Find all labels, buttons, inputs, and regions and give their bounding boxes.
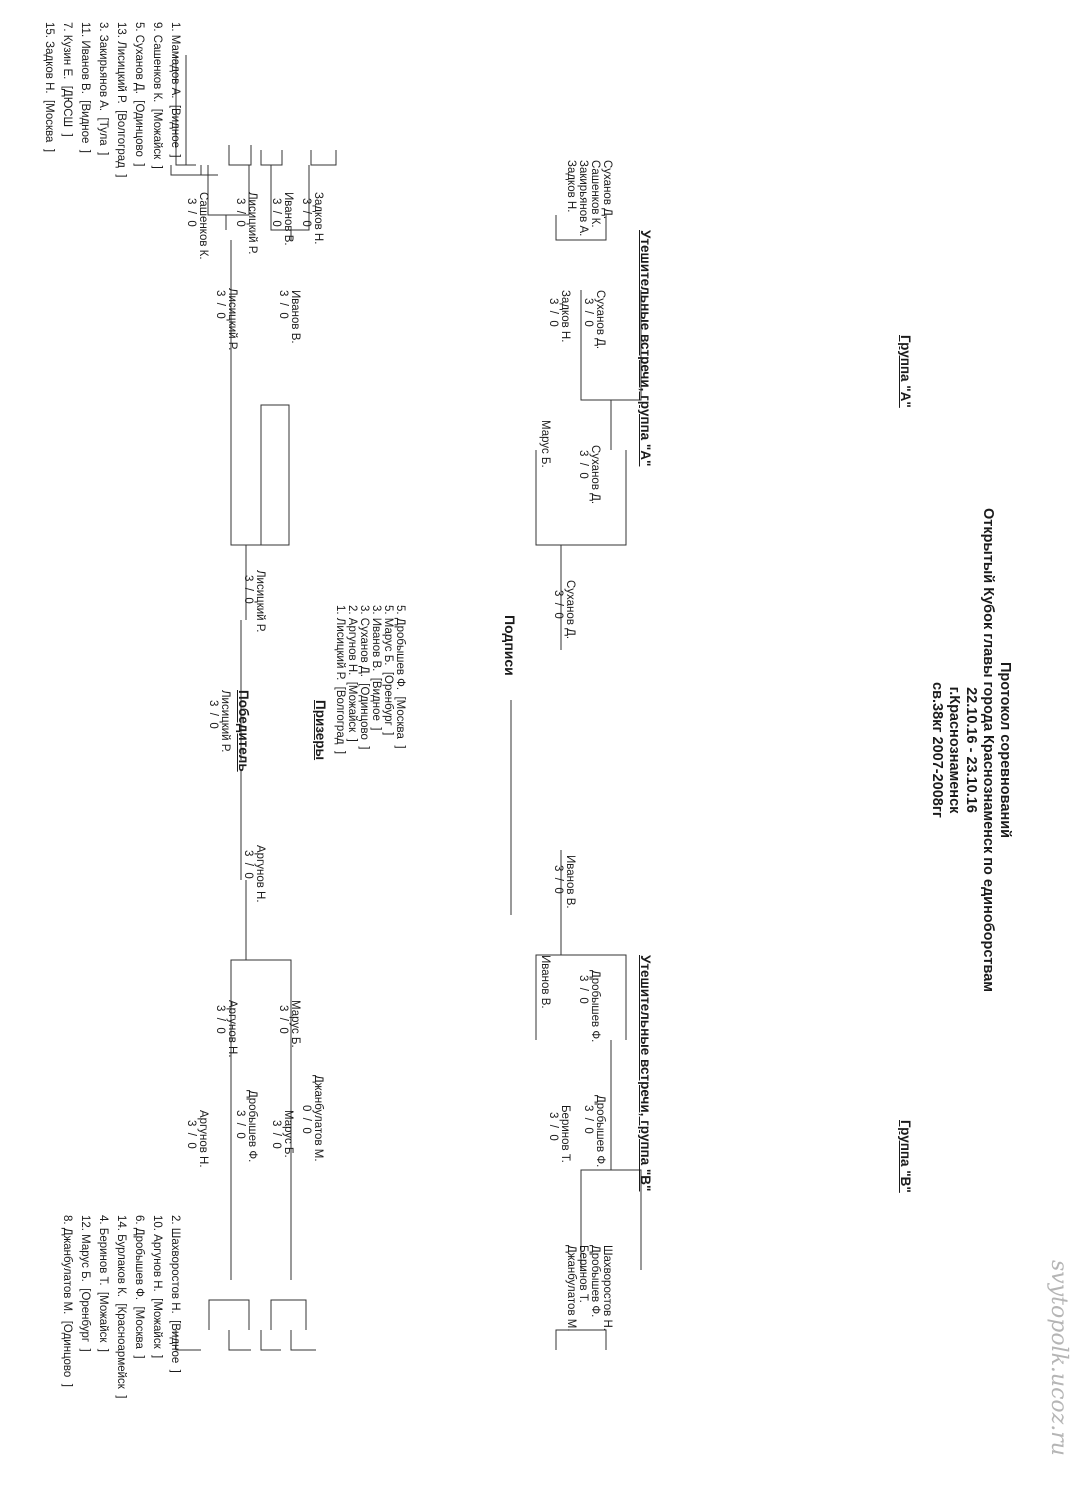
- b-r1-score-4: 0 / 0: [300, 1105, 312, 1134]
- prize-3: 3. Суханов Д. [Одинцово ]: [358, 605, 370, 750]
- a-r2-score-2: 3 / 0: [277, 290, 289, 319]
- a-r2-name-1: Лисицкий Р.: [226, 288, 238, 351]
- cons-b-entrant-4: Джанбулатов М.: [565, 1245, 577, 1332]
- a-final-score: 3 / 0: [242, 575, 254, 604]
- a-r1-name-1: Сашенков К.: [197, 192, 209, 260]
- cons-b-entrant-2: Дробышев Ф.: [589, 1245, 601, 1318]
- a-entrant-7: 7. Кузин Е. [ДЮСШ ]: [61, 22, 73, 137]
- cons-a-final-name: Суханов Д.: [564, 580, 576, 640]
- cons-a-entrant-4: Задков Н.: [565, 160, 577, 213]
- cons-a-r1-name-2: Задков Н.: [559, 290, 571, 343]
- a-entrant-4: 13. Лисицкий Р. [Волгоград ]: [115, 22, 127, 178]
- a-r2-name-2: Иванов В.: [289, 290, 301, 344]
- signatures-label: Подписи: [502, 615, 518, 676]
- cons-b-extra: Иванов В.: [539, 955, 551, 1009]
- a-r1-score-3: 3 / 0: [270, 198, 282, 227]
- a-r1-score-4: 3 / 0: [300, 198, 312, 227]
- b-r1-name-4: Джанбулатов М.: [312, 1075, 324, 1162]
- b-r1-name-2: Дробышев Ф.: [246, 1090, 258, 1163]
- winner-name: Лисицкий Р.: [219, 690, 231, 753]
- b-r1-conn-2: [229, 1330, 251, 1350]
- a-entrant-2: 9. Сашенков К. [Можайск ]: [151, 22, 163, 169]
- protocol-header: [928, 360, 1013, 1140]
- b-r1-name-3: Марус Б.: [282, 1110, 294, 1158]
- b-r2-score-1: 3 / 0: [214, 1005, 226, 1034]
- cons-a-extra: Марус Б.: [539, 420, 551, 468]
- cons-b-entrant-3: Беринов Т.: [577, 1245, 589, 1303]
- b-entrant-7: 8. Джанбулатов М. [Одинцово ]: [61, 1215, 73, 1387]
- a-r1-name-3: Иванов В.: [282, 192, 294, 246]
- a-entrant-6: 11. Иванов В. [Видное ]: [79, 22, 91, 154]
- cons-b-entrant-1: Шахворостов Н.: [601, 1245, 613, 1331]
- cons-b-r2-score: 3 / 0: [577, 975, 589, 1004]
- cons-a-entrant-3: Закирьянов А.: [577, 160, 589, 237]
- a-r1-score-2: 3 / 0: [234, 198, 246, 227]
- cons-a-r1-score-2: 3 / 0: [547, 298, 559, 327]
- b-entrant-6: 12. Марус Б. [Оренбург ]: [79, 1215, 91, 1352]
- cons-a-r1-name-1: Суханов Д.: [594, 290, 606, 350]
- a-r1-name-2: Лисицкий Р.: [246, 192, 258, 255]
- prizes-title: Призеры: [313, 700, 328, 761]
- a-entrant-3: 5. Суханов Д. [Одинцово ]: [133, 22, 145, 167]
- a-r1-conn-b: [229, 145, 251, 165]
- a-r3-box: [231, 240, 289, 545]
- cons-b-r1-name-1: Дробышев Ф.: [594, 1095, 606, 1168]
- cons-a-r2-name: Суханов Д.: [589, 445, 601, 505]
- prize-2: 2. Аргунов Н. [Можайск ]: [346, 605, 358, 742]
- cb-r1-conn-1: [569, 1330, 606, 1350]
- a-entrant-5: 3. Закирьянов А. [Тула ]: [97, 22, 109, 156]
- b-r1-conn-3: [261, 1330, 281, 1350]
- b-r1-score-2: 3 / 0: [234, 1110, 246, 1139]
- a-r1-score-1: 3 / 0: [185, 198, 197, 227]
- cb-r1-conn-2: [556, 1330, 569, 1350]
- group-a-title: Группа "А": [898, 335, 913, 408]
- a-final-name: Лисицкий Р.: [254, 570, 266, 633]
- cons-b-r1-score-2: 3 / 0: [547, 1112, 559, 1141]
- prize-5: 5. Марус Б. [Оренбург ]: [382, 605, 394, 736]
- prize-6: 5. Дробышев Ф. [Москва ]: [394, 605, 406, 749]
- b-r2-name-2: Марус Б.: [289, 1000, 301, 1048]
- cons-b-r2-name: Дробышев Ф.: [589, 970, 601, 1043]
- b-entrant-4: 14. Бурлаков К. [Красноармейск ]: [115, 1215, 127, 1399]
- protocol-subtitle: Открытый Кубок главы города Краснознаменск по единоборствам: [980, 507, 996, 993]
- a-r1-name-4: Задков Н.: [312, 192, 324, 245]
- b-r2-name-1: Аргунов Н.: [226, 1000, 238, 1058]
- cons-a-entrant-2: Сашенков К.: [589, 160, 601, 228]
- a-r1-conn-d: [311, 150, 336, 165]
- winner-title: Победитель: [236, 690, 251, 772]
- b-entrant-3: 6. Дробышев Ф. [Москва ]: [133, 1215, 145, 1359]
- cons-b-title: Утешительные встречи, группа "В": [638, 955, 653, 1192]
- ca-r1-conn-2: [556, 215, 569, 240]
- prize-4: 3. Иванов В. [Видное ]: [370, 605, 382, 731]
- protocol-title: Протокол соревнований: [997, 661, 1013, 839]
- b-r1-score-1: 3 / 0: [185, 1120, 197, 1149]
- cons-a-r1-score-1: 3 / 0: [582, 298, 594, 327]
- group-b-title: Группа "В": [898, 1120, 913, 1193]
- a-r2-score-1: 3 / 0: [214, 290, 226, 319]
- protocol-city: г.Краснознаменск: [946, 686, 962, 814]
- a-r1-conn-c: [261, 150, 282, 165]
- b-final-score: 3 / 0: [242, 850, 254, 879]
- b-entrant-1: 2. Шахворостов Н. [Видное ]: [169, 1215, 181, 1373]
- protocol-category: св.38кг 2007-2008гг: [929, 682, 945, 818]
- cons-a-r2-score: 3 / 0: [577, 450, 589, 479]
- b-entrant-5: 4. Беринов Т. [Можайск ]: [97, 1215, 109, 1352]
- cons-b-r1-name-2: Беринов Т.: [559, 1105, 571, 1163]
- b-r1-score-3: 3 / 0: [270, 1120, 282, 1149]
- cons-b-final-name: Иванов В.: [564, 855, 576, 909]
- winner-score: 3 / 0: [207, 700, 219, 729]
- cons-a-title: Утешительные встречи, группа "А": [638, 230, 653, 467]
- cons-a-final-score: 3 / 0: [552, 590, 564, 619]
- cons-b-r1-score-1: 3 / 0: [582, 1105, 594, 1134]
- b-r1-name-1: Аргунов Н.: [197, 1110, 209, 1168]
- b-r2-conn-1: [209, 1300, 249, 1330]
- watermark: svytopolk.ucoz.ru: [1046, 1260, 1071, 1456]
- a-entrant-1: 1. Мамадов А. [Видное ]: [169, 22, 181, 158]
- cons-a-entrant-1: Суханов Д.: [601, 160, 613, 220]
- prize-1: 1. Лисицкий Р. [Волгоград ]: [334, 605, 346, 755]
- b-r2-conn-2: [271, 1300, 306, 1330]
- a-r1-join-1: [171, 165, 218, 175]
- b-entrant-2: 10. Аргунов Н. [Можайск ]: [151, 1215, 163, 1359]
- cons-b-final-score: 3 / 0: [552, 865, 564, 894]
- b-r1-conn-4: [291, 1330, 316, 1350]
- b-final-name: Аргунов Н.: [254, 845, 266, 903]
- b-r2-score-2: 3 / 0: [277, 1005, 289, 1034]
- protocol-dates: 22.10.16 - 23.10.16: [963, 687, 979, 813]
- a-entrant-8: 15. Задков Н. [Москва ]: [43, 22, 55, 153]
